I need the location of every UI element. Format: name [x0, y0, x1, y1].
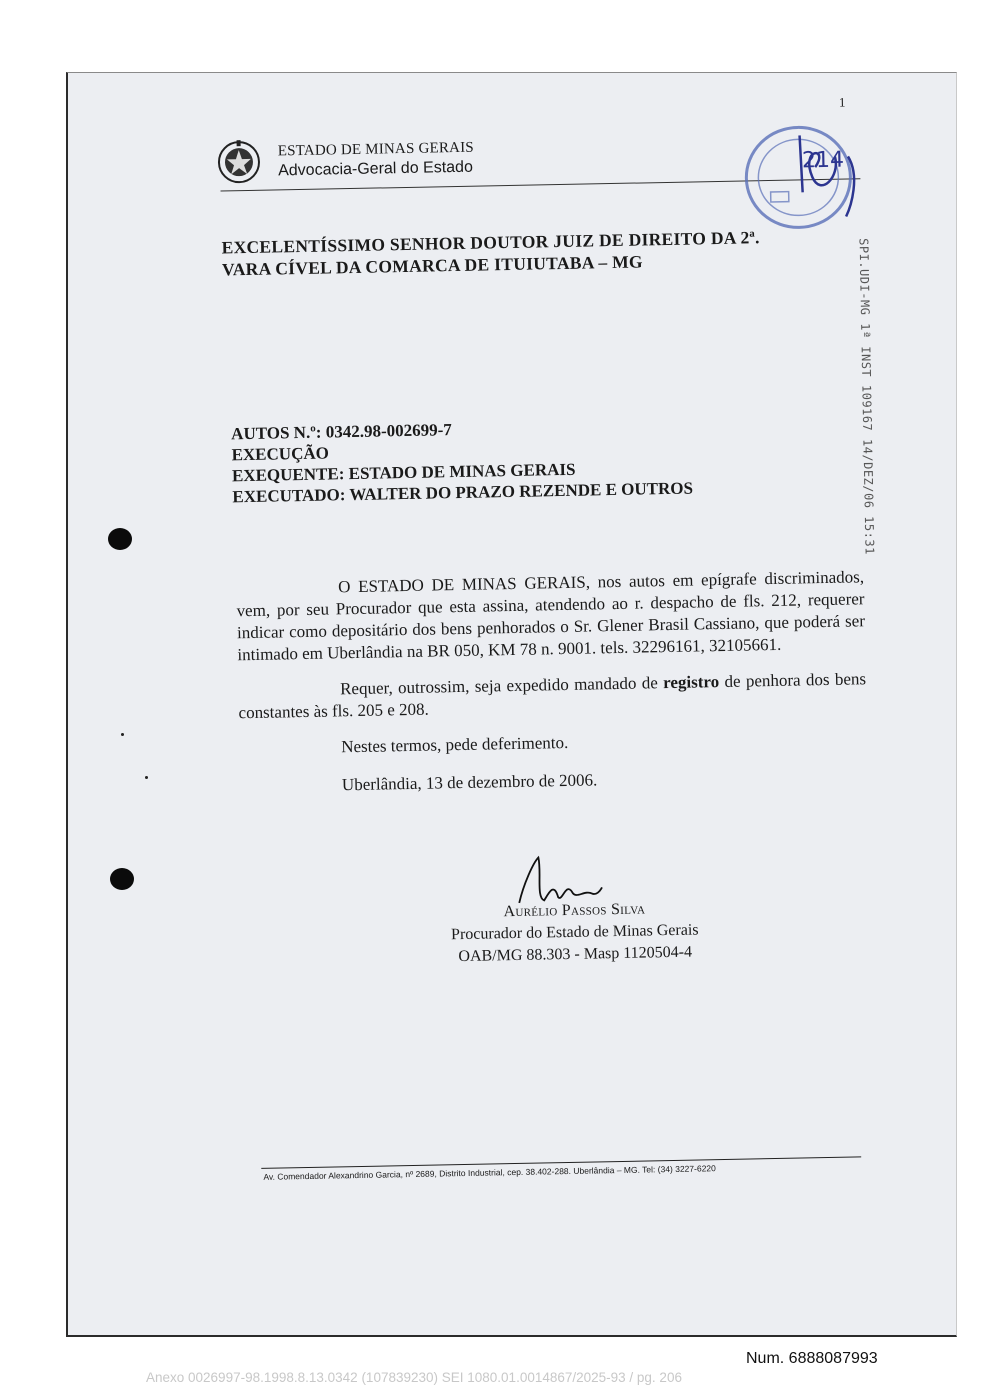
page-number: 1 [838, 94, 846, 110]
punch-hole-top [108, 528, 132, 550]
punch-hole-bottom [110, 868, 134, 890]
letterhead [278, 140, 475, 181]
protocol-stamp: SPI.UDI-MG 1ª INST 109167 14/DEZ/06 15:31 [856, 238, 877, 555]
letterhead-agency: Advocacia-Geral do Estado [277, 158, 474, 180]
paragraph-registration-end: de penhora dos bens constantes às fls. 205 e 208. [238, 669, 867, 723]
letterhead-state: ESTADO DE MINAS GERAIS [277, 139, 475, 160]
footer-address: Av. Comendador Alexandrino Garcia, nº 2689, Distrito Industrial, cep. 38.402-288. Uberlândia – MG. Tel: (34) 3227-6220 [263, 1163, 716, 1182]
case-number: AUTOS N.º: 0342.98-002699-7 [231, 420, 452, 444]
folio-number: 214 [801, 147, 845, 174]
coat-of-arms-icon [216, 138, 263, 187]
case-details [231, 415, 693, 508]
paragraph-registration [238, 668, 867, 724]
signer-name: Aurélio Passos Silva [503, 900, 646, 921]
petition-body [236, 566, 868, 814]
paragraph-request: O ESTADO DE MINAS GERAIS, nos autos em epígrafe discriminados, vem, por seu Procurador que esta assina, atendendo ao r. despacho de fls. 212, requerer indicar como depositário dos bens penhorados o Sr. Glener Brasil Cassiano, que poderá ser intimado em Uberlândia na BR 050, KM 78 n. 9001. tels. 32296161, 32105661. [236, 567, 866, 665]
document-number: Num. 6888087993 [746, 1350, 878, 1367]
case-type: EXECUÇÃO [231, 443, 330, 465]
paragraph-registration-start: Requer, outrossim, seja expedido mandado de [339, 673, 664, 699]
scan-speck [121, 733, 124, 736]
case-plaintiff: EXEQUENTE: ESTADO DE MINAS GERAIS [231, 459, 576, 486]
addressee-line-1: EXCELENTÍSSIMO SENHOR DOUTOR JUIZ DE DIREITO DA 2ª. [221, 227, 760, 258]
scan-speck [145, 776, 148, 779]
document-sheet [66, 72, 957, 1337]
place-and-date: Uberlândia, 13 de dezembro de 2006. [341, 770, 598, 795]
closing-formula: Nestes termos, pede deferimento. [341, 732, 569, 757]
emphasis-registro: registro [662, 672, 720, 693]
addressee [221, 224, 862, 280]
signer-title: Procurador do Estado de Minas Gerais [450, 921, 699, 944]
signature-block [414, 897, 735, 969]
signer-registration: OAB/MG 88.303 - Masp 1120504-4 [458, 943, 693, 966]
case-defendant: EXECUTADO: WALTER DO PRAZO REZENDE E OUTROS [232, 478, 694, 507]
addressee-line-2: VARA CÍVEL DA COMARCA DE ITUIUTABA – MG [221, 251, 644, 280]
scanned-page [66, 72, 957, 1337]
process-reference: Anexo 0026997-98.1998.8.13.0342 (107839230) SEI 1080.01.0014867/2025-93 / pg. 206 [146, 1370, 682, 1385]
